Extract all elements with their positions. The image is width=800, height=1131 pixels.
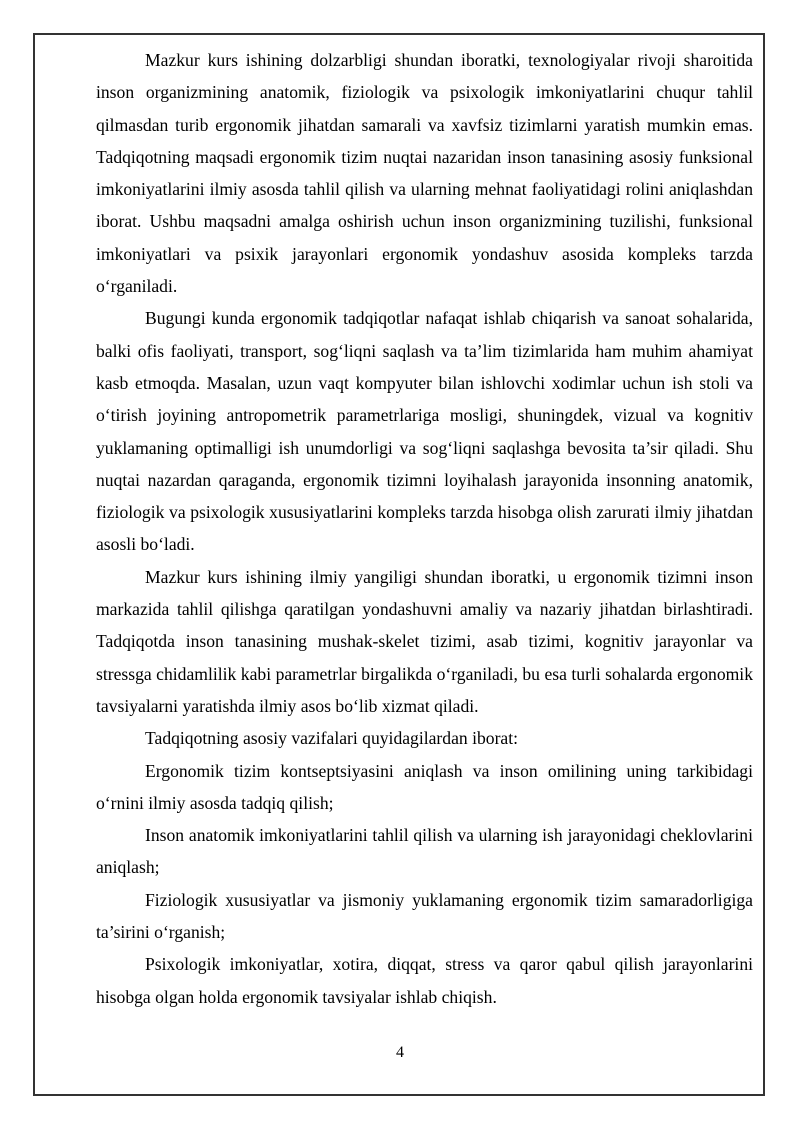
task-item-1: Ergonomik tizim kontseptsiyasini aniqlash va inson omilining uning tarkibidagi o‘rnini ilmiy asosda tadqiq qilish; (96, 760, 753, 813)
task-item-4: Psixologik imkoniyatlar, xotira, diqqat, stress va qaror qabul qilish jarayonlarini hisobga olgan holda ergonomik tavsiyalar ishlab chiqish. (96, 954, 753, 1007)
page-number: 4 (396, 1044, 404, 1061)
task-item-3: Fiziologik xususiyatlar va jismoniy yuklamaning ergonomik tizim samaradorligiga ta’sirini o‘rganish; (96, 889, 753, 943)
task-item-2: Inson anatomik imkoniyatlarini tahlil qilish va ularning ish jarayonidagi cheklovlarini aniqlash; (96, 825, 753, 878)
paragraph-relevance: Mazkur kurs ishining dolzarbligi shundan iboratki, texnologiyalar rivoji sharoitida inson organizmining anatomik, fiziologik va psixologik imkoniyatlarini chuqur tahlil qilmasdan turib ergonomik jihatdan samarali va xavfsiz tizimlarni yaratish mumkin emas. Tadqiqotning maqsadi ergonomik tizim nuqtai nazaridan inson tanasining asosiy funksional imkoniyatlarini ilmiy asosda tahlil qilish va ularning mehnat faoliyatidagi rolini aniqlashdan iborat. Ushbu maqsadni amalga oshirish uchun inson organizmining tuzilishi, funksional imkoniyatlari va psixik jarayonlari ergonomik yondashuv asosida kompleks tarzda o‘rganiladi. (96, 50, 753, 297)
document-body (96, 44, 753, 1013)
paragraph-novelty: Mazkur kurs ishining ilmiy yangiligi shundan iboratki, u ergonomik tizimni inson markazida tahlil qilishga qaratilgan yondashuvni amaliy va nazariy jihatdan birlashtiradi. Tadqiqotda inson tanasining mushak-skelet tizimi, asab tizimi, kognitiv jarayonlar va stressga chidamlilik kabi parametrlar birgalikda o‘rganiladi, bu esa turli sohalarda ergonomik tavsiyalarni yaratishda ilmiy asos bo‘lib xizmat qiladi. (96, 566, 753, 716)
paragraph-tasks-intro: Tadqiqotning asosiy vazifalari quyidagilardan iborat: (145, 728, 519, 749)
paragraph-applications: Bugungi kunda ergonomik tadqiqotlar nafaqat ishlab chiqarish va sanoat sohalarida, balki ofis faoliyati, transport, sog‘liqni saqlash va ta’lim tizimlarida ham muhim ahamiyat kasb etmoqda. Masalan, uzun vaqt kompyuter bilan ishlovchi xodimlar uchun ish stoli va o‘tirish joyining antropometrik parametrlariga mosligi, shuningdek, vizual va kognitiv yuklamaning optimalligi ish unumdorligi va sog‘liqni saqlashga bevosita ta’sir qiladi. Shu nuqtai nazardan qaraganda, ergonomik tizimni loyihalash jarayonida insonning anatomik, fiziologik va psixologik xususiyatlarini kompleks tarzda hisobga olish zarurati ilmiy jihatdan asosli bo‘ladi. (96, 308, 753, 555)
